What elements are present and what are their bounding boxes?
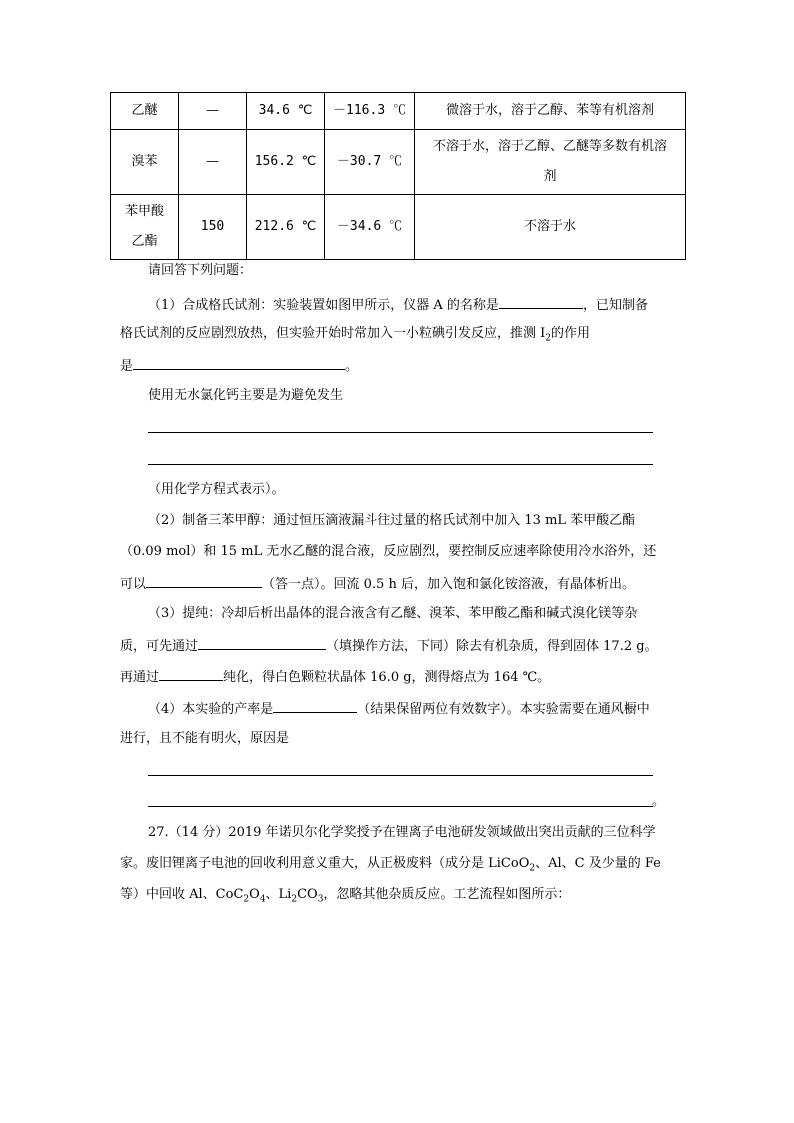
q4-line-2: 进行，且不能有明火，原因是 xyxy=(120,731,290,746)
q1-text: 是 xyxy=(120,359,134,374)
q3-text: 再通过 xyxy=(120,670,160,685)
q27-text: CO xyxy=(297,887,318,902)
q1-line-5: （用化学方程式表示）。 xyxy=(148,482,285,497)
q3-line-2 xyxy=(120,635,658,657)
q2-text: 可以 xyxy=(120,577,147,592)
answer-blank[interactable] xyxy=(499,294,583,309)
q2-line-1: （2）制备三苯甲醇：通过恒压滴液漏斗往过量的格氏试剂中加入 13 mL 苯甲酸乙酯 xyxy=(148,513,636,528)
table-cell: — xyxy=(179,93,247,130)
q27-text: 等）中回收 Al、CoC xyxy=(120,887,244,902)
subscript: 4 xyxy=(259,894,266,905)
table-cell-bp: 212.6 ℃ xyxy=(247,195,325,260)
q1-text: （1）合成格氏试剂：实验装置如图甲所示，仪器 A 的名称是 xyxy=(148,298,499,313)
q2-line-3 xyxy=(120,573,635,595)
q1-line-3 xyxy=(120,355,358,377)
q2-line-2: （0.09 mol）和 15 mL 无水乙醚的混合液，反应剧烈，要控制反应速率除使用冷水浴外，还 xyxy=(120,544,657,559)
answer-line[interactable] xyxy=(148,432,653,433)
q27-line-2 xyxy=(120,854,661,879)
table-cell-solubility xyxy=(415,130,686,195)
q1-text: 格氏试剂的反应剧烈放热，但实验开始时常加入一小粒碘引发反应，推测 I xyxy=(120,326,546,341)
table-cell-mp: －30.7 ℃ xyxy=(325,130,415,195)
q1-text: 的作用 xyxy=(551,326,591,341)
table-cell: 150 xyxy=(179,195,247,260)
q4-text: （4）本实验的产率是 xyxy=(148,702,274,717)
q27-line-3 xyxy=(120,885,570,910)
intro-text: 请回答下列问题： xyxy=(148,263,253,278)
answer-blank[interactable] xyxy=(273,698,357,713)
q1-line-1 xyxy=(148,294,648,316)
q4-line-1 xyxy=(148,698,650,720)
q3-text: （填操作方法，下同）除去有机杂质，得到固体 17.2 g。 xyxy=(326,639,658,654)
answer-line[interactable] xyxy=(148,464,653,465)
answer-blank[interactable] xyxy=(133,355,345,370)
table-cell-mp: －34.6 ℃ xyxy=(325,195,415,260)
solubility-line-1: 不溶于水，溶于乙醇、乙醚等多数有机溶 xyxy=(432,139,667,154)
answer-blank[interactable] xyxy=(198,635,326,650)
name-line-1: 苯甲酸 xyxy=(124,204,164,219)
table-row xyxy=(111,195,686,260)
answer-blank[interactable] xyxy=(146,573,262,588)
q1-line-2 xyxy=(120,324,590,349)
table-cell-bp: 34.6 ℃ xyxy=(247,93,325,130)
table-cell-name: 乙醚 xyxy=(111,93,179,130)
table-row xyxy=(111,130,686,195)
subscript: 2 xyxy=(291,894,298,905)
table-cell-name: 溴苯 xyxy=(111,130,179,195)
properties-table xyxy=(110,92,686,260)
q27-text: 、Al、C 及少量的 Fe xyxy=(535,856,661,871)
q27-text: ，忽略其他杂质反应。工艺流程如图所示： xyxy=(323,887,571,902)
table-cell-name xyxy=(111,195,179,260)
q27-line-1: 27.（14 分）2019 年诺贝尔化学奖授予在锂离子电池研发领域做出突出贡献的三位科学 xyxy=(148,825,656,840)
q1-text: ，已知制备 xyxy=(582,298,648,313)
table-cell-mp: －116.3 ℃ xyxy=(325,93,415,130)
q2-text: （答一点）。回流 0.5 h 后，加入饱和氯化铵溶液，有晶体析出。 xyxy=(262,577,635,592)
q1-line-4: 使用无水氯化钙主要是为避免发生 xyxy=(148,388,344,403)
subscript: 2 xyxy=(529,863,536,874)
q27-text: O xyxy=(249,887,260,902)
q27-text: 家。废旧锂离子电池的回收利用意义重大，从正极废料（成分是 LiCoO xyxy=(120,856,530,871)
subscript: 3 xyxy=(317,894,324,905)
q1-text: 。 xyxy=(345,359,359,374)
table-cell-bp: 156.2 ℃ xyxy=(247,130,325,195)
q3-text: 质，可先通过 xyxy=(120,639,199,654)
table-cell-solubility: 不溶于水 xyxy=(415,195,686,260)
subscript: 2 xyxy=(545,333,552,344)
q3-line-3 xyxy=(120,666,550,688)
q4-text: （结果保留两位有效数字）。本实验需要在通风橱中 xyxy=(357,702,650,717)
q27-text: 、Li xyxy=(265,887,292,902)
table-row xyxy=(111,93,686,130)
name-line-2: 乙酯 xyxy=(131,234,158,249)
q3-line-1: （3）提纯：冷却后析出晶体的混合液含有乙醚、溴苯、苯甲酸乙酯和碱式溴化镁等杂 xyxy=(148,606,638,621)
table-cell: — xyxy=(179,130,247,195)
answer-line[interactable] xyxy=(148,775,653,776)
subscript: 2 xyxy=(243,894,250,905)
q3-text: 纯化，得白色颗粒状晶体 16.0 g，测得熔点为 164 ℃。 xyxy=(223,670,551,685)
answer-line[interactable] xyxy=(148,806,653,807)
table-cell-solubility: 微溶于水，溶于乙醇、苯等有机溶剂 xyxy=(415,93,686,130)
q4-end: 。 xyxy=(652,794,666,809)
answer-blank[interactable] xyxy=(159,666,223,681)
solubility-line-2: 剂 xyxy=(543,169,557,184)
